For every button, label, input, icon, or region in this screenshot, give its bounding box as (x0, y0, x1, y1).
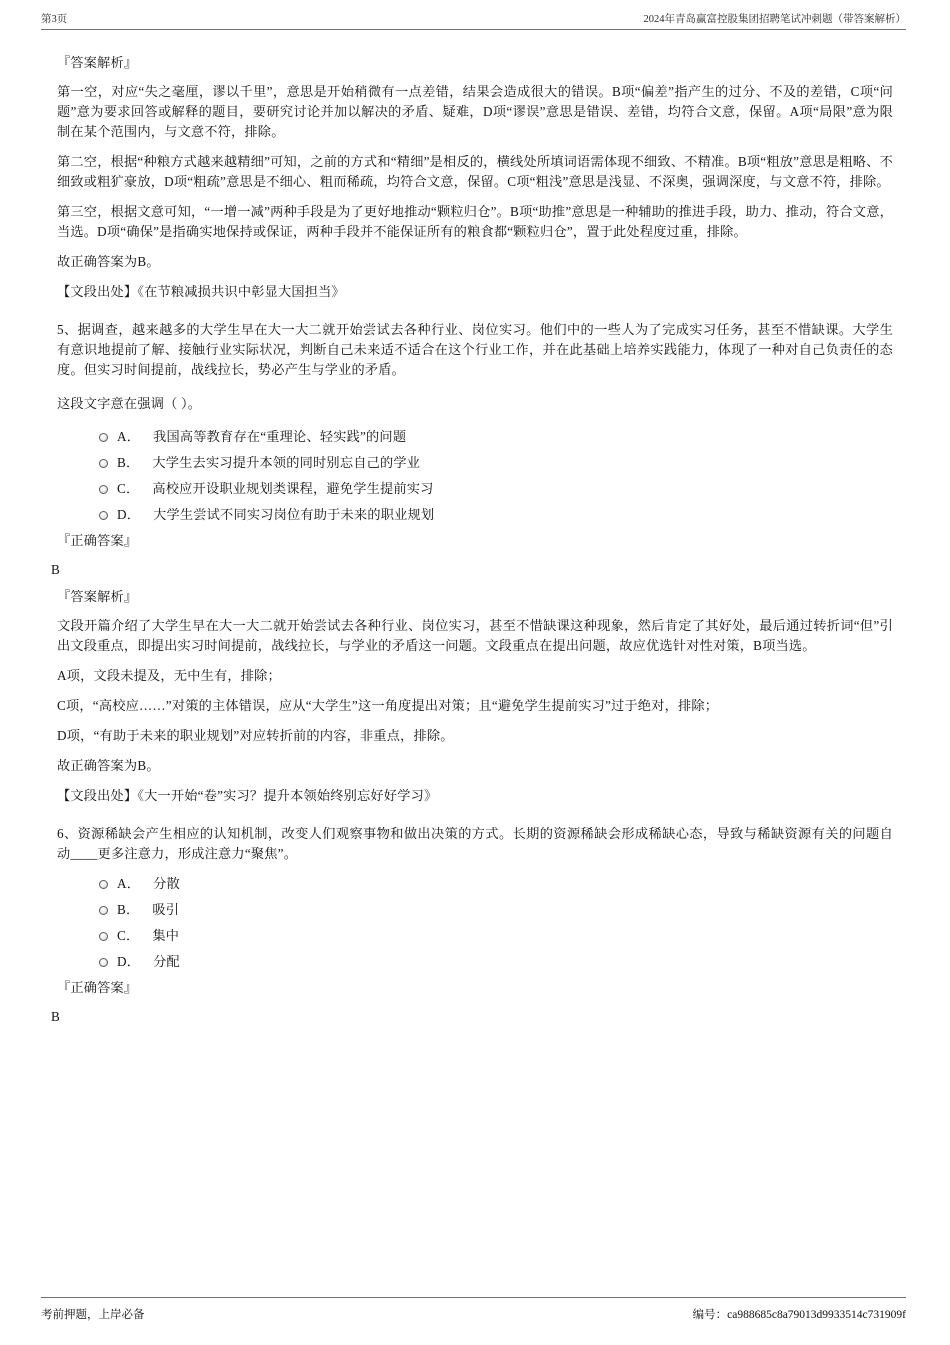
option-text: 我国高等教育存在“重理论、轻实践”的问题 (153, 429, 407, 444)
footer-slogan: 考前押题，上岸必备 (41, 1309, 145, 1321)
option-text: 分配 (153, 954, 180, 969)
question-5-correct-answer-value: B (51, 562, 60, 577)
question-6-option-c[interactable] (99, 926, 893, 946)
document-content (51, 48, 893, 1034)
radio-button-icon[interactable] (99, 906, 108, 915)
analysis-1-paragraph-2: 第二空，根据“种粮方式越来越精细”可知，之前的方式和“精细”是相反的，横线处所填词语需体现不细致、不精准。B项“粗放”意思是粗略、不细致或粗犷豪放，D项“粗疏”意思是不细心、粗而稀疏，均符合文意，保留。C项“粗浅”意思是浅显、不深奥，强调深度，与文意不符，排除。 (57, 154, 893, 189)
question-6-stem: 6、资源稀缺会产生相应的认知机制，改变人们观察事物和做出决策的方式。长期的资源稀缺会形成稀缺心态，导致与稀缺资源有关的问题自动____更多注意力，形成注意力“聚焦”。 (57, 826, 893, 861)
question-5-option-c[interactable] (99, 479, 893, 499)
question-5-source: 【文段出处】《大一开始“卷”实习？提升本领始终别忘好好学习》 (57, 788, 438, 803)
option-text: 分散 (153, 876, 180, 891)
option-text: 吸引 (152, 902, 180, 917)
option-text: 大学生去实习提升本领的同时别忘自己的学业 (152, 455, 421, 470)
question-5-analysis-paragraph-2: A项，文段未提及，无中生有，排除； (57, 668, 281, 683)
radio-button-icon[interactable] (99, 485, 108, 494)
document-id: 编号：ca988685c8a79013d9933514c731909f (692, 1309, 906, 1321)
analysis-1-conclusion: 故正确答案为B。 (57, 254, 160, 269)
question-6-correct-answer-heading: 『正确答案』 (57, 980, 138, 995)
radio-button-icon[interactable] (99, 932, 108, 941)
question-5-conclusion: 故正确答案为B。 (57, 758, 160, 773)
option-text: 大学生尝试不同实习岗位有助于未来的职业规划 (153, 507, 435, 522)
option-label: C． (117, 481, 140, 496)
option-text: 高校应开设职业规划类课程，避免学生提前实习 (152, 481, 434, 496)
analysis-1-source: 【文段出处】《在节粮减损共识中彰显大国担当》 (57, 284, 345, 299)
question-5-stem: 5、据调查，越来越多的大学生早在大一大二就开始尝试去各种行业、岗位实习。他们中的一些人为了完成实习任务，甚至不惜缺课。大学生有意识地提前了解、接触行业实际状况，判断自己未来适不适合在这个行业工作，并在此基础上培养实践能力，体现了一种对自己负责任的态度。但实习时间提前，战线拉长，势必产生与学业的矛盾。 (57, 322, 893, 377)
option-label: D． (117, 507, 141, 522)
footer-divider (41, 1297, 906, 1298)
page-header (41, 11, 906, 26)
option-label: C． (117, 928, 140, 943)
document-title: 2024年青岛赢富控股集团招聘笔试冲刺题（带答案解析） (643, 14, 906, 25)
question-5-option-d[interactable] (99, 505, 893, 525)
analysis-1-heading: 『答案解析』 (57, 55, 138, 70)
question-5-analysis-heading: 『答案解析』 (57, 589, 138, 604)
analysis-1-paragraph-3: 第三空，根据文意可知，“一增一减”两种手段是为了更好地推动“颗粒归仓”。B项“助推”意思是一种辅助的推进手段，助力、推动，符合文意，当选。D项“确保”是指确实地保持或保证，两种手段并不能保证所有的粮食都“颗粒归仓”，置于此处程度过重，排除。 (57, 204, 893, 239)
question-6-correct-answer-value: B (51, 1009, 60, 1024)
option-text: 集中 (152, 928, 180, 943)
question-6-option-a[interactable] (99, 874, 893, 894)
page-footer (41, 1306, 906, 1322)
option-label: D． (117, 954, 141, 969)
question-5-analysis-paragraph-4: D项，“有助于未来的职业规划”对应转折前的内容，非重点，排除。 (57, 728, 454, 743)
question-5-analysis-paragraph-1: 文段开篇介绍了大学生早在大一大二就开始尝试去各种行业、岗位实习，甚至不惜缺课这种现象，然后肯定了其好处，最后通过转折词“但”引出文段重点，即提出实习时间提前，战线拉长，与学业的矛盾这一问题。文段重点在提出问题，故应优选针对性对策，B项当选。 (57, 618, 893, 653)
question-6-options (99, 874, 893, 972)
radio-button-icon[interactable] (99, 511, 108, 520)
question-6-option-d[interactable] (99, 952, 893, 972)
question-5-prompt: 这段文字意在强调（ ）。 (57, 396, 202, 411)
page-number: 第3页 (41, 14, 68, 25)
header-divider (41, 29, 906, 30)
option-label: B． (117, 455, 140, 470)
option-label: A． (117, 429, 141, 444)
analysis-1-paragraph-1: 第一空，对应“失之毫厘，谬以千里”，意思是开始稍微有一点差错，结果会造成很大的错误。B项“偏差”指产生的过分、不及的差错，C项“问题”意为要求回答或解释的题目，要研究讨论并加以解决的矛盾、疑难，D项“谬误”意思是错误、差错，均符合文意，保留。A项“局限”意为限制在某个范围内，与文意不符，排除。 (57, 84, 893, 139)
question-5-analysis-paragraph-3: C项，“高校应……”对策的主体错误，应从“大学生”这一角度提出对策；且“避免学生提前实习”过于绝对，排除； (57, 698, 719, 713)
radio-button-icon[interactable] (99, 880, 108, 889)
radio-button-icon[interactable] (99, 459, 108, 468)
question-6-option-b[interactable] (99, 900, 893, 920)
radio-button-icon[interactable] (99, 958, 108, 967)
question-5-options (99, 427, 893, 525)
option-label: B． (117, 902, 140, 917)
question-5-option-b[interactable] (99, 453, 893, 473)
option-label: A． (117, 876, 141, 891)
question-5-option-a[interactable] (99, 427, 893, 447)
question-5-correct-answer-heading: 『正确答案』 (57, 533, 138, 548)
radio-button-icon[interactable] (99, 433, 108, 442)
